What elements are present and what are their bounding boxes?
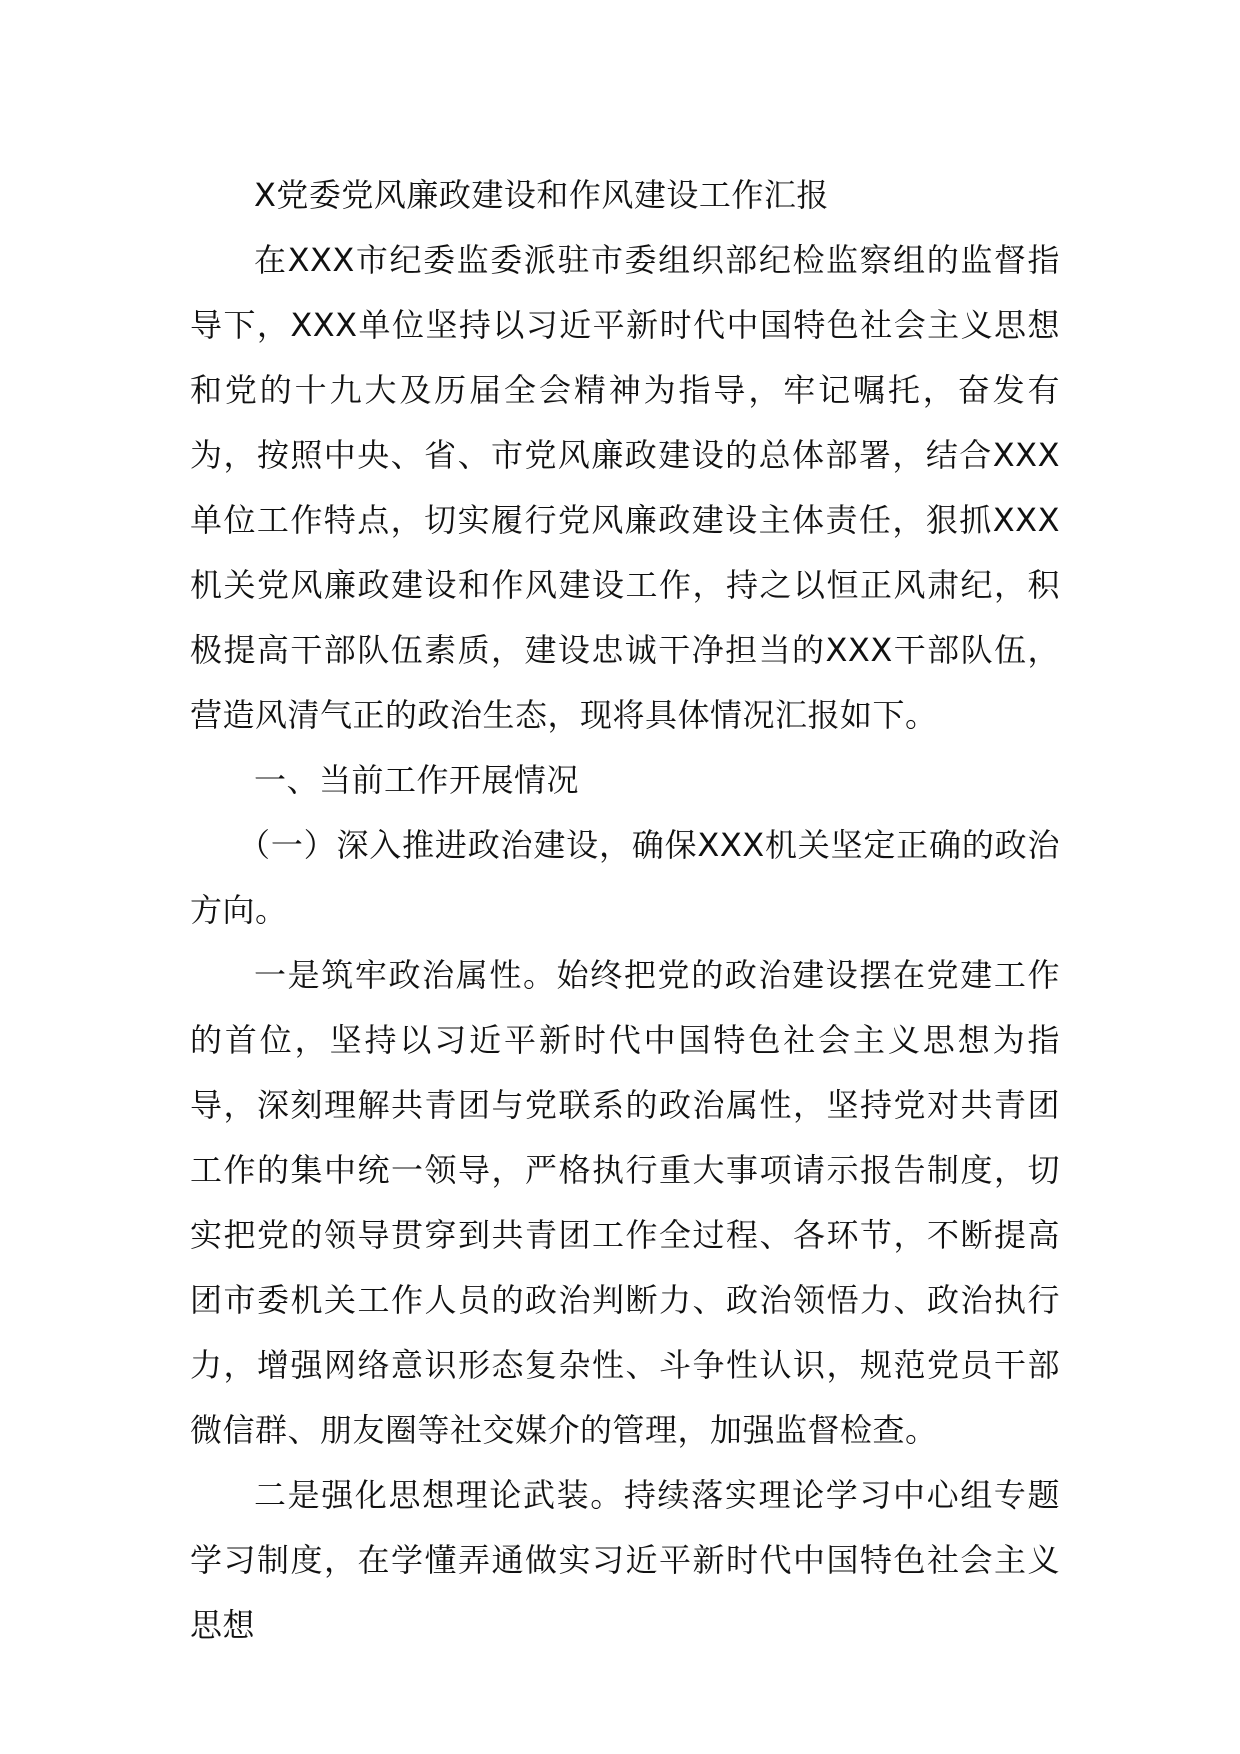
intro-paragraph: 在XXX市纪委监委派驻市委组织部纪检监察组的监督指导下，XXX单位坚持以习近平新时代中国特色社会主义思想和党的十九大及历届全会精神为指导，牢记嘱托，奋发有为，按照中央、省、市党风廉政建设的总体部署，结合XXX单位工作特点，切实履行党风廉政建设主体责任，狠抓XXX机关党风廉政建设和作风建设工作，持之以恒正风肃纪，积极提高干部队伍素质，建设忠诚干净担当的XXX干部队伍，营造风清气正的政治生态，现将具体情况汇报如下。 (190, 241, 1060, 734)
point-paragraph-1: 一是筑牢政治属性。始终把党的政治建设摆在党建工作的首位，坚持以习近平新时代中国特色社会主义思想为指导，深刻理解共青团与党联系的政治属性，坚持党对共青团工作的集中统一领导，严格执行重大事项请示报告制度，切实把党的领导贯穿到共青团工作全过程、各环节，不断提高团市委机关工作人员的政治判断力、政治领悟力、政治执行力，增强网络意识形态复杂性、斗争性认识，规范党员干部微信群、朋友圈等社交媒介的管理，加强监督检查。 (190, 956, 1060, 1449)
subsection-heading: （一）深入推进政治建设，确保XXX机关坚定正确的政治方向。 (190, 826, 1060, 929)
document-body (190, 163, 1060, 1658)
section-heading: 一、当前工作开展情况 (254, 761, 580, 799)
point-paragraph-2: 二是强化思想理论武装。持续落实理论学习中心组专题学习制度，在学懂弄通做实习近平新时代中国特色社会主义思想 (190, 1476, 1060, 1644)
document-title: X党委党风廉政建设和作风建设工作汇报 (254, 176, 829, 214)
